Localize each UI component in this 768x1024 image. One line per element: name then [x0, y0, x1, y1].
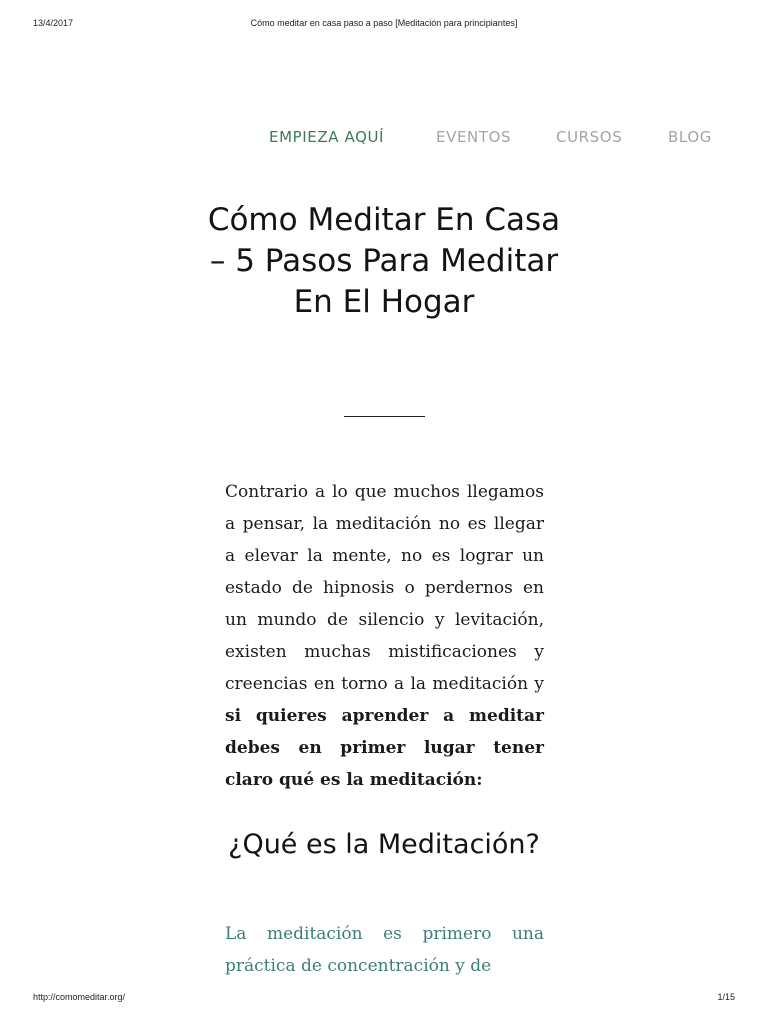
section-heading: ¿Qué es la Meditación?	[228, 829, 540, 860]
intro-paragraph	[225, 476, 544, 796]
print-page-number: 1/15	[717, 992, 735, 1002]
print-url: http://comomeditar.org/	[33, 992, 126, 1002]
nav-item-blog[interactable]: BLOG	[668, 128, 712, 146]
print-date: 13/4/2017	[33, 18, 74, 28]
section-paragraph: La meditación es primero una práctica de concentración y de	[225, 924, 544, 976]
nav-item-cursos[interactable]: CURSOS	[556, 128, 623, 146]
print-page-title: Cómo meditar en casa paso a paso [Meditación para principiantes]	[250, 18, 518, 28]
print-footer	[0, 992, 768, 1006]
nav-item-eventos[interactable]: EVENTOS	[436, 128, 512, 146]
title-divider	[344, 416, 425, 417]
nav-item-empieza-aqui[interactable]: EMPIEZA AQUÍ	[269, 128, 385, 146]
intro-text: Contrario a lo que muchos llegamos a pensar, la meditación no es llegar a elevar la mente, no es lograr un estado de hipnosis o perdernos en un mundo de silencio y levitación, existen muchas mistificaciones y creencias en torno a la meditación y	[225, 482, 544, 694]
post-title: Cómo Meditar En Casa – 5 Pasos Para Meditar En El Hogar	[207, 202, 561, 320]
main-navigation	[0, 128, 768, 152]
intro-bold-text: si quieres aprender a meditar debes en primer lugar tener claro qué es la meditación:	[225, 706, 544, 790]
print-header	[0, 18, 768, 32]
